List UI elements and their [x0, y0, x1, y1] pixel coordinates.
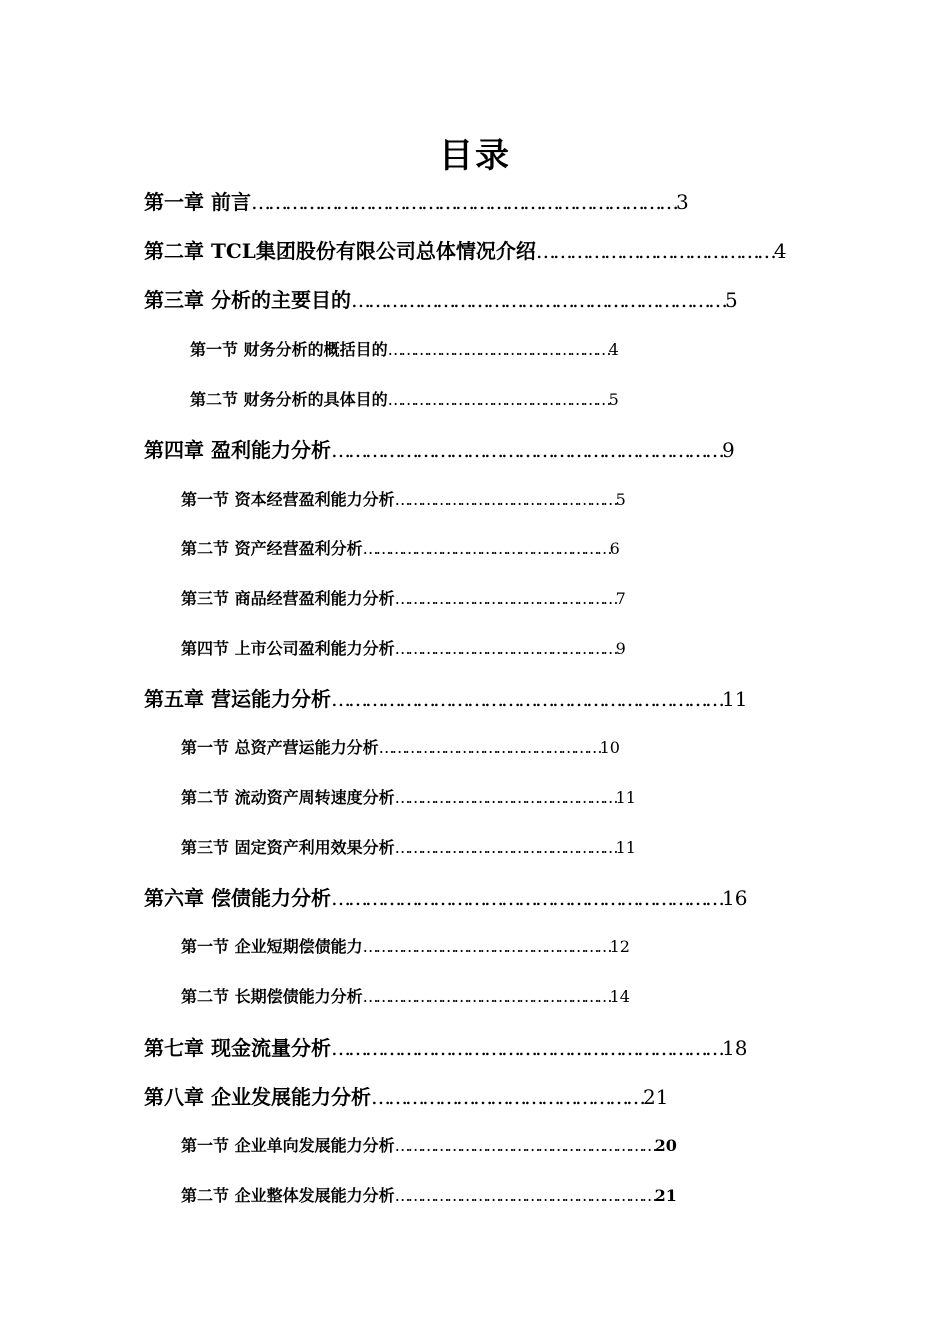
toc-label: 第二节 财务分析的具体目的	[190, 390, 388, 409]
toc-leader: ……………………………………………………………	[330, 687, 722, 711]
toc-leader: ……………………………………………	[394, 589, 616, 608]
toc-label: 第七章 现金流量分析	[144, 1036, 331, 1060]
toc-section-8-2[interactable]	[181, 1188, 677, 1204]
toc-label: 第二节 流动资产周转速度分析	[181, 788, 395, 807]
toc-label: 第四节 上市公司盈利能力分析	[181, 639, 395, 658]
toc-page-number: 12	[609, 937, 630, 956]
toc-leader: ……………………………………………………………	[330, 886, 722, 910]
toc-leader: …………………………………………………………………	[250, 190, 676, 214]
toc-section-4-3[interactable]	[181, 591, 626, 607]
toc-leader: …………………………………………………	[362, 937, 610, 956]
toc-section-4-1[interactable]	[181, 492, 626, 508]
toc-page-number: 10	[599, 738, 620, 757]
toc-page-number: 21	[654, 1186, 677, 1205]
toc-leader: ……………………………………………	[394, 838, 616, 857]
toc-section-4-2[interactable]	[181, 541, 620, 557]
toc-leader: ……………………………………………	[387, 340, 609, 359]
toc-leader: ……………………………………………………	[394, 1136, 655, 1155]
toc-label: 第三节 固定资产利用效果分析	[181, 838, 395, 857]
toc-page-number: 5	[615, 490, 626, 509]
toc-page-number: 9	[721, 438, 735, 462]
toc-page-number: 6	[609, 539, 620, 558]
toc-leader: ……………………………………………………	[394, 1186, 655, 1205]
toc-chapter-1[interactable]	[144, 192, 689, 212]
toc-leader: ……………………………………………	[387, 390, 609, 409]
toc-label: 第二节 长期偿债能力分析	[181, 987, 363, 1006]
toc-label: 第三章 分析的主要目的	[144, 288, 351, 312]
toc-label: 第二节 资产经营盈利分析	[181, 539, 363, 558]
toc-label: 第一节 资本经营盈利能力分析	[181, 490, 395, 509]
toc-page-number: 7	[615, 589, 626, 608]
toc-page-number: 4	[608, 340, 619, 359]
toc-chapter-2[interactable]	[144, 241, 787, 261]
toc-section-3-2[interactable]	[190, 392, 619, 408]
toc-leader: …………………………………………………………	[350, 288, 725, 312]
toc-page-number: 18	[721, 1036, 748, 1060]
toc-label: 第三节 商品经营盈利能力分析	[181, 589, 395, 608]
toc-label: 第一节 财务分析的概括目的	[190, 340, 388, 359]
toc-leader: …………………………………………	[370, 1085, 643, 1109]
toc-label: 第六章 偿债能力分析	[144, 886, 331, 910]
toc-section-6-1[interactable]	[181, 939, 630, 955]
toc-page-number: 9	[615, 639, 626, 658]
toc-chapter-6[interactable]	[144, 888, 747, 908]
toc-page-number: 20	[654, 1136, 677, 1155]
toc-page-number: 4	[773, 239, 787, 263]
toc-label: 第二章 TCL集团股份有限公司总体情况介绍	[144, 239, 536, 263]
toc-chapter-3[interactable]	[144, 290, 738, 310]
toc-chapter-7[interactable]	[144, 1038, 747, 1058]
toc-leader: …………………………………………………	[362, 539, 610, 558]
toc-section-8-1[interactable]	[181, 1138, 677, 1154]
toc-page-number: 11	[615, 788, 636, 807]
toc-leader: ……………………………………	[535, 239, 774, 263]
toc-label: 第一节 总资产营运能力分析	[181, 738, 379, 757]
toc-section-5-2[interactable]	[181, 790, 636, 806]
toc-page-number: 5	[608, 390, 619, 409]
toc-page-number: 14	[609, 987, 630, 1006]
toc-label: 第一节 企业短期偿债能力	[181, 937, 363, 956]
toc-section-6-2[interactable]	[181, 989, 630, 1005]
toc-leader: ……………………………………………………………	[330, 1036, 722, 1060]
toc-page-number: 3	[675, 190, 689, 214]
toc-page-number: 21	[642, 1085, 669, 1109]
toc-chapter-8[interactable]	[144, 1087, 668, 1107]
toc-label: 第一节 企业单向发展能力分析	[181, 1136, 395, 1155]
toc-section-5-3[interactable]	[181, 840, 636, 856]
toc-label: 第二节 企业整体发展能力分析	[181, 1186, 395, 1205]
toc-section-4-4[interactable]	[181, 641, 626, 657]
toc-chapter-4[interactable]	[144, 440, 735, 460]
toc-page-number: 5	[724, 288, 738, 312]
toc-chapter-5[interactable]	[144, 689, 747, 709]
toc-leader: …………………………………………………	[362, 987, 610, 1006]
toc-section-3-1[interactable]	[190, 342, 619, 358]
toc-leader: ……………………………………………	[378, 738, 600, 757]
toc-title: 目录	[439, 136, 511, 176]
toc-page-number: 11	[721, 687, 748, 711]
toc-label: 第五章 营运能力分析	[144, 687, 331, 711]
toc-label: 第一章 前言	[144, 190, 251, 214]
toc-leader: ……………………………………………	[394, 490, 616, 509]
toc-label: 第八章 企业发展能力分析	[144, 1085, 371, 1109]
toc-leader: ……………………………………………	[394, 639, 616, 658]
toc-label: 第四章 盈利能力分析	[144, 438, 331, 462]
toc-page-number: 16	[721, 886, 748, 910]
toc-section-5-1[interactable]	[181, 740, 620, 756]
toc-leader: ……………………………………………	[394, 788, 616, 807]
toc-page-number: 11	[615, 838, 636, 857]
toc-leader: ……………………………………………………………	[330, 438, 722, 462]
